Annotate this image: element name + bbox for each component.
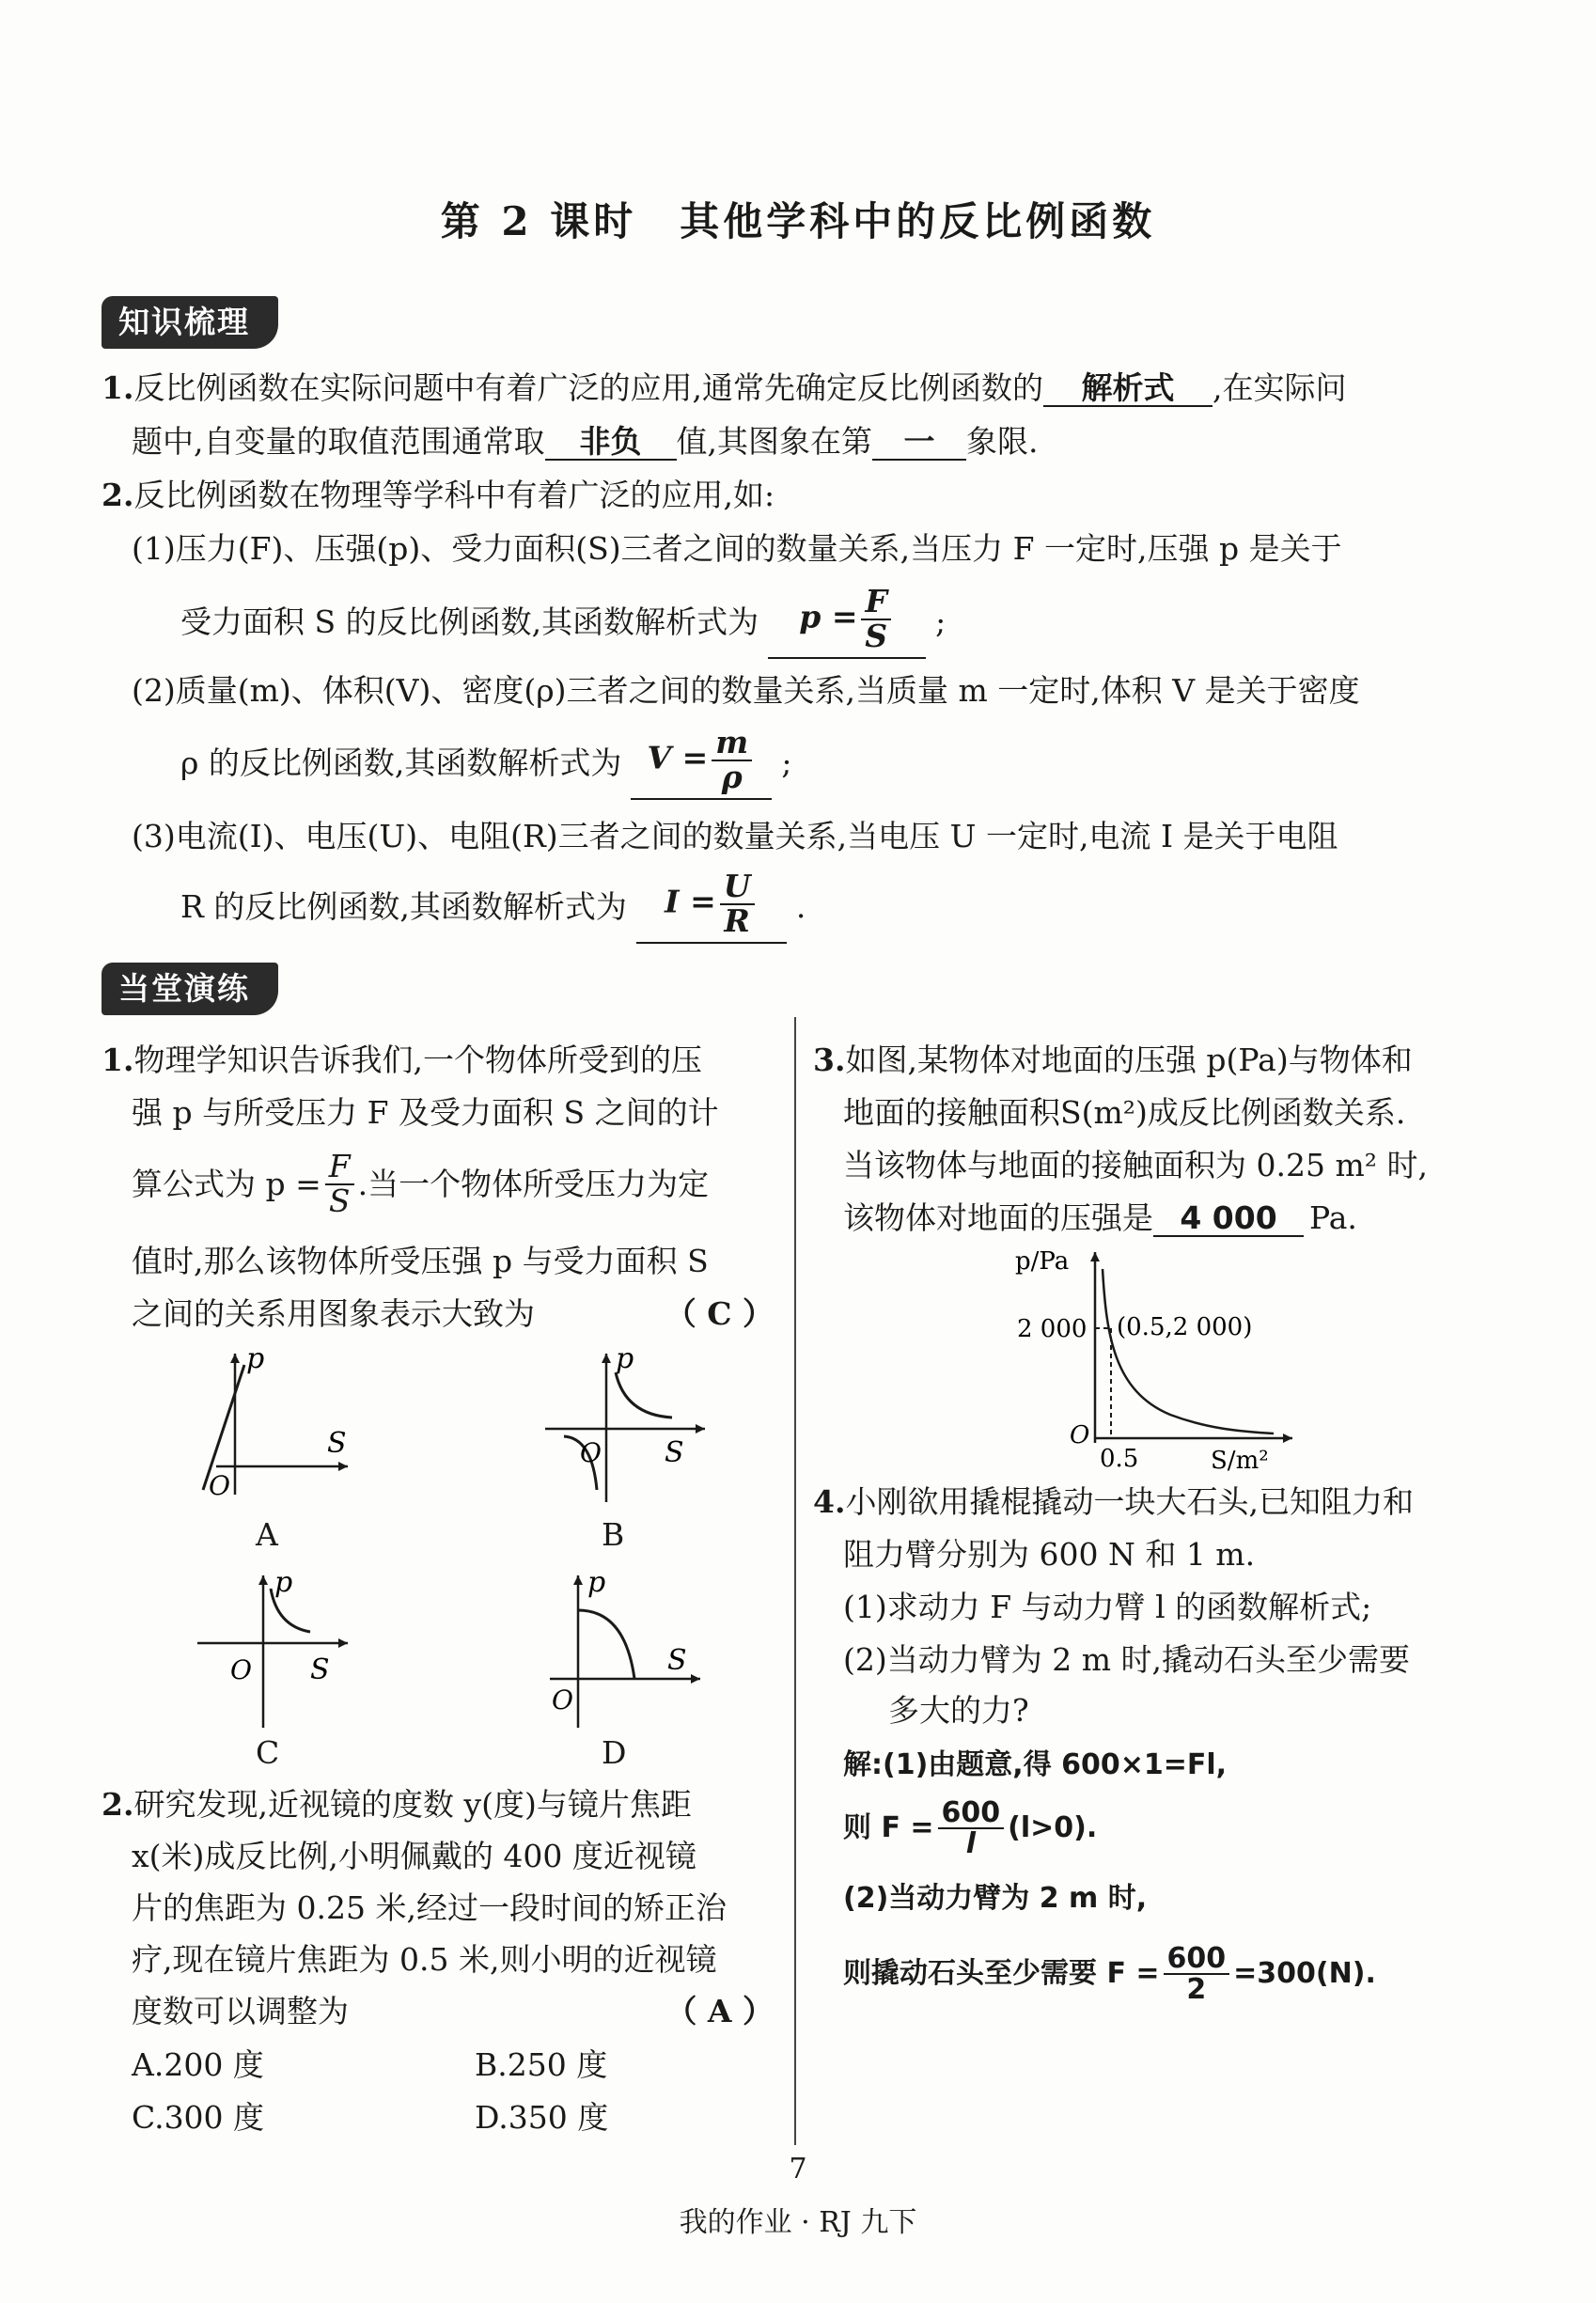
knowledge-2-intro: 2.反比例函数在物理等学科中有着广泛的应用,如: [102,477,775,513]
x-axis-label: S/m² [1211,1447,1269,1475]
column-divider [794,1017,796,2145]
graph-b-label: B [602,1516,625,1553]
section-header-practice: 当堂演练 [102,963,278,1015]
q4-solution-4: 则撬动石头至少需要 F = $\frac{600}{2}$ =300(N). [843,1941,1376,2006]
footer: 我的作业 · RJ 九下 [679,2206,917,2239]
point-label: (0.5,2 000) [1117,1313,1253,1341]
answer-blank: I = $\frac{U}{R}$ [636,870,787,943]
origin-label: O [580,1437,602,1468]
y-axis-label: p/Pa [1015,1247,1070,1276]
q3-line1: 3.如图,某物体对地面的压强 p(Pa)与物体和 [813,1042,1413,1078]
graph-d [540,1568,710,1732]
q4-line5: 多大的力? [888,1692,1029,1729]
graph-a-label: A [256,1516,278,1553]
answer-blank: 4 000 [1153,1201,1304,1237]
q3-graph [1006,1241,1307,1476]
q3-line4: 该物体对地面的压强是 4 000 Pa. [843,1199,1357,1236]
graph-d-label: D [602,1734,627,1771]
curve-q1 [616,1372,672,1418]
axis-label-p: p [274,1568,293,1599]
knowledge-2-part1-formula-line: 受力面积 S 的反比例函数,其函数解析式为 p = $\frac{F}{S}$ ; [180,585,946,660]
q4-solution-3: (2)当动力臂为 2 m 时, [843,1882,1148,1915]
knowledge-2-part1: (1)压力(F)、压强(p)、受力面积(S)三者之间的数量关系,当压力 F 一定时,压强 p 是关于 [132,530,1342,567]
q4-line2: 阻力臂分别为 600 N 和 1 m. [843,1536,1256,1573]
q4-line1: 4.小刚欲用撬棍撬动一块大石头,已知阻力和 [813,1483,1414,1520]
curve [578,1610,634,1679]
q1-line2: 强 p 与所受压力 F 及受力面积 S 之间的计 [132,1094,719,1131]
origin-label: O [552,1684,573,1716]
q2-line3: 片的焦距为 0.25 米,经过一段时间的矫正治 [132,1889,727,1926]
q2-option-c: C.300 度 [132,2099,265,2136]
graph-c [188,1568,357,1732]
axis-label-s: S [310,1653,330,1686]
knowledge-2-part2-formula-line: ρ 的反比例函数,其函数解析式为 V = $\frac{m}{\rho}$ ; [180,726,792,801]
q2-line1: 2.研究发现,近视镜的度数 y(度)与镜片焦距 [102,1786,692,1823]
answer-blank: 非负 [545,425,677,461]
page-title: 第 2 课时 其他学科中的反比例函数 [440,198,1156,244]
q4-line4: (2)当动力臂为 2 m 时,撬动石头至少需要 [843,1641,1410,1678]
origin-label: O [209,1470,230,1501]
q4-solution-1: 解:(1)由题意,得 600×1=Fl, [843,1748,1228,1781]
axis-label-s: S [667,1644,687,1677]
q2-option-b: B.250 度 [475,2046,608,2083]
axis-label-p: p [616,1344,634,1375]
axis-label-s: S [665,1436,684,1469]
q4-solution-2: 则 F = $\frac{600}{l}$ (l>0). [843,1795,1098,1860]
knowledge-2-part3-formula-line: R 的反比例函数,其函数解析式为 I = $\frac{U}{R}$ . [180,870,806,945]
q2-answer: （ A ） [665,1993,774,2029]
answer-blank: 解析式 [1043,371,1213,407]
q2-option-a: A.200 度 [132,2046,264,2083]
q1-line5: 之间的关系用图象表示大致为 （ C ） [132,1295,774,1332]
graph-b [540,1344,710,1504]
item-number: 1. [102,369,134,406]
x-tick-label: 0.5 [1100,1445,1139,1473]
page-number: 7 [789,2153,807,2186]
q4-line3: (1)求动力 F 与动力臂 l 的函数解析式; [843,1589,1372,1625]
answer-blank: p = $\frac{F}{S}$ [768,586,926,658]
axis-label-p: p [246,1344,265,1375]
origin-label: O [230,1654,252,1685]
axis-label-s: S [327,1427,347,1460]
knowledge-1-line2: 题中,自变量的取值范围通常取 非负 值,其图象在第 一 象限. [132,423,1039,460]
knowledge-1-line1: 1.反比例函数在实际问题中有着广泛的应用,通常先确定反比例函数的 解析式 ,在实际问 [102,369,1347,406]
q1-line1: 1.物理学知识告诉我们,一个物体所受到的压 [102,1042,702,1078]
section-header-knowledge: 知识梳理 [102,296,278,349]
q3-line3: 当该物体与地面的接触面积为 0.25 m² 时, [843,1147,1428,1183]
graph-a [188,1344,357,1504]
graph-c-label: C [256,1734,280,1771]
q2-line5: 度数可以调整为 （ A ） [132,1993,774,2029]
knowledge-2-part2: (2)质量(m)、体积(V)、密度(ρ)三者之间的数量关系,当质量 m 一定时,体积 V 是关于密度 [132,672,1360,709]
q2-option-d: D.350 度 [475,2099,609,2136]
knowledge-2-part3: (3)电流(I)、电压(U)、电阻(R)三者之间的数量关系,当电压 U 一定时,电流 I 是关于电阻 [132,818,1338,854]
q3-line2: 地面的接触面积S(m²)成反比例函数关系. [843,1094,1406,1131]
inverse-curve [1103,1269,1274,1434]
q1-line4: 值时,那么该物体所受压强 p 与受力面积 S [132,1243,709,1279]
axis-label-p: p [587,1568,606,1599]
answer-blank: V = $\frac{m}{\rho}$ [631,727,772,799]
y-tick-label: 2 000 [1017,1315,1087,1343]
q2-line2: x(米)成反比例,小明佩戴的 400 度近视镜 [132,1838,696,1874]
q2-line4: 疗,现在镜片焦距为 0.5 米,则小明的近视镜 [132,1941,717,1978]
q1-line3: 算公式为 p = $\frac{F}{S}$ .当一个物体所受压力为定 [132,1148,710,1219]
answer-blank: 一 [872,425,966,461]
origin-label: O [1070,1421,1090,1449]
q1-answer: （ C ） [665,1295,774,1332]
